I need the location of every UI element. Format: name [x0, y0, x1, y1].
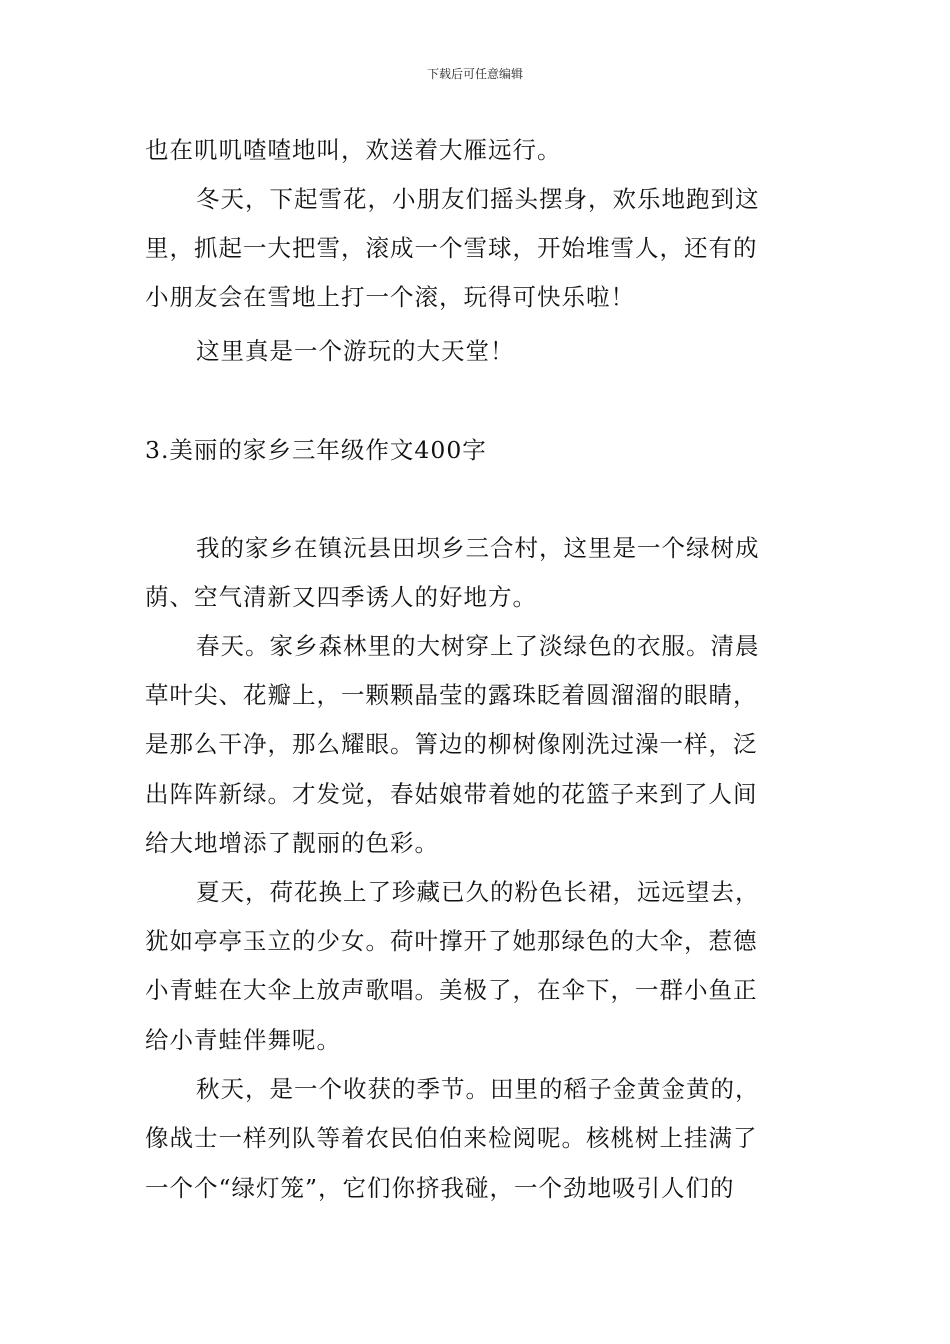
- text-line: 小青蛙在大伞上放声歌唱。美极了，在伞下，一群小鱼正: [145, 976, 758, 1004]
- text-line: 也在叽叽喳喳地叫，欢送着大雁远行。: [145, 136, 562, 164]
- text-line: 像战士一样列队等着农民伯伯来检阅呢。核桃树上挂满了: [145, 1124, 758, 1152]
- text-line: 夏天，荷花换上了珍藏已久的粉色长裙，远远望去，: [196, 878, 760, 906]
- text-line: 里，抓起一大把雪，滚成一个雪球，开始堆雪人，还有的: [145, 234, 758, 262]
- text-line: 一个个“绿灯笼”，它们你挤我碰，一个劲地吸引人们的: [145, 1174, 735, 1202]
- text-line: 犹如亭亭玉立的少女。荷叶撑开了她那绿色的大伞，惹德: [145, 927, 758, 955]
- text-line: 给大地增添了靓丽的色彩。: [145, 829, 439, 857]
- text-line: 草叶尖、花瓣上，一颗颗晶莹的露珠眨着圆溜溜的眼睛，: [145, 681, 758, 709]
- section-heading: 3.美丽的家乡三年级作文400字: [145, 436, 487, 464]
- text-line: 荫、空气清新又四季诱人的好地方。: [145, 583, 537, 611]
- text-line: 春天。家乡森林里的大树穿上了淡绿色的衣服。清晨: [196, 632, 760, 660]
- text-line: 给小青蛙伴舞呢。: [145, 1026, 341, 1054]
- text-line: 冬天，下起雪花，小朋友们摇头摆身，欢乐地跑到这: [196, 185, 760, 213]
- text-line: 我的家乡在镇沅县田坝乡三合村，这里是一个绿树成: [196, 534, 760, 562]
- text-line: 是那么干净，那么耀眼。箐边的柳树像刚洗过澡一样，泛: [145, 730, 758, 758]
- page-header: 下载后可任意编辑: [426, 67, 523, 81]
- text-line: 这里真是一个游玩的大天堂！: [196, 337, 515, 365]
- text-line: 出阵阵新绿。才发觉，春姑娘带着她的花篮子来到了人间: [145, 780, 758, 808]
- text-line: 小朋友会在雪地上打一个滚，玩得可快乐啦！: [145, 283, 635, 311]
- text-line: 秋天，是一个收获的季节。田里的稻子金黄金黄的，: [196, 1075, 760, 1103]
